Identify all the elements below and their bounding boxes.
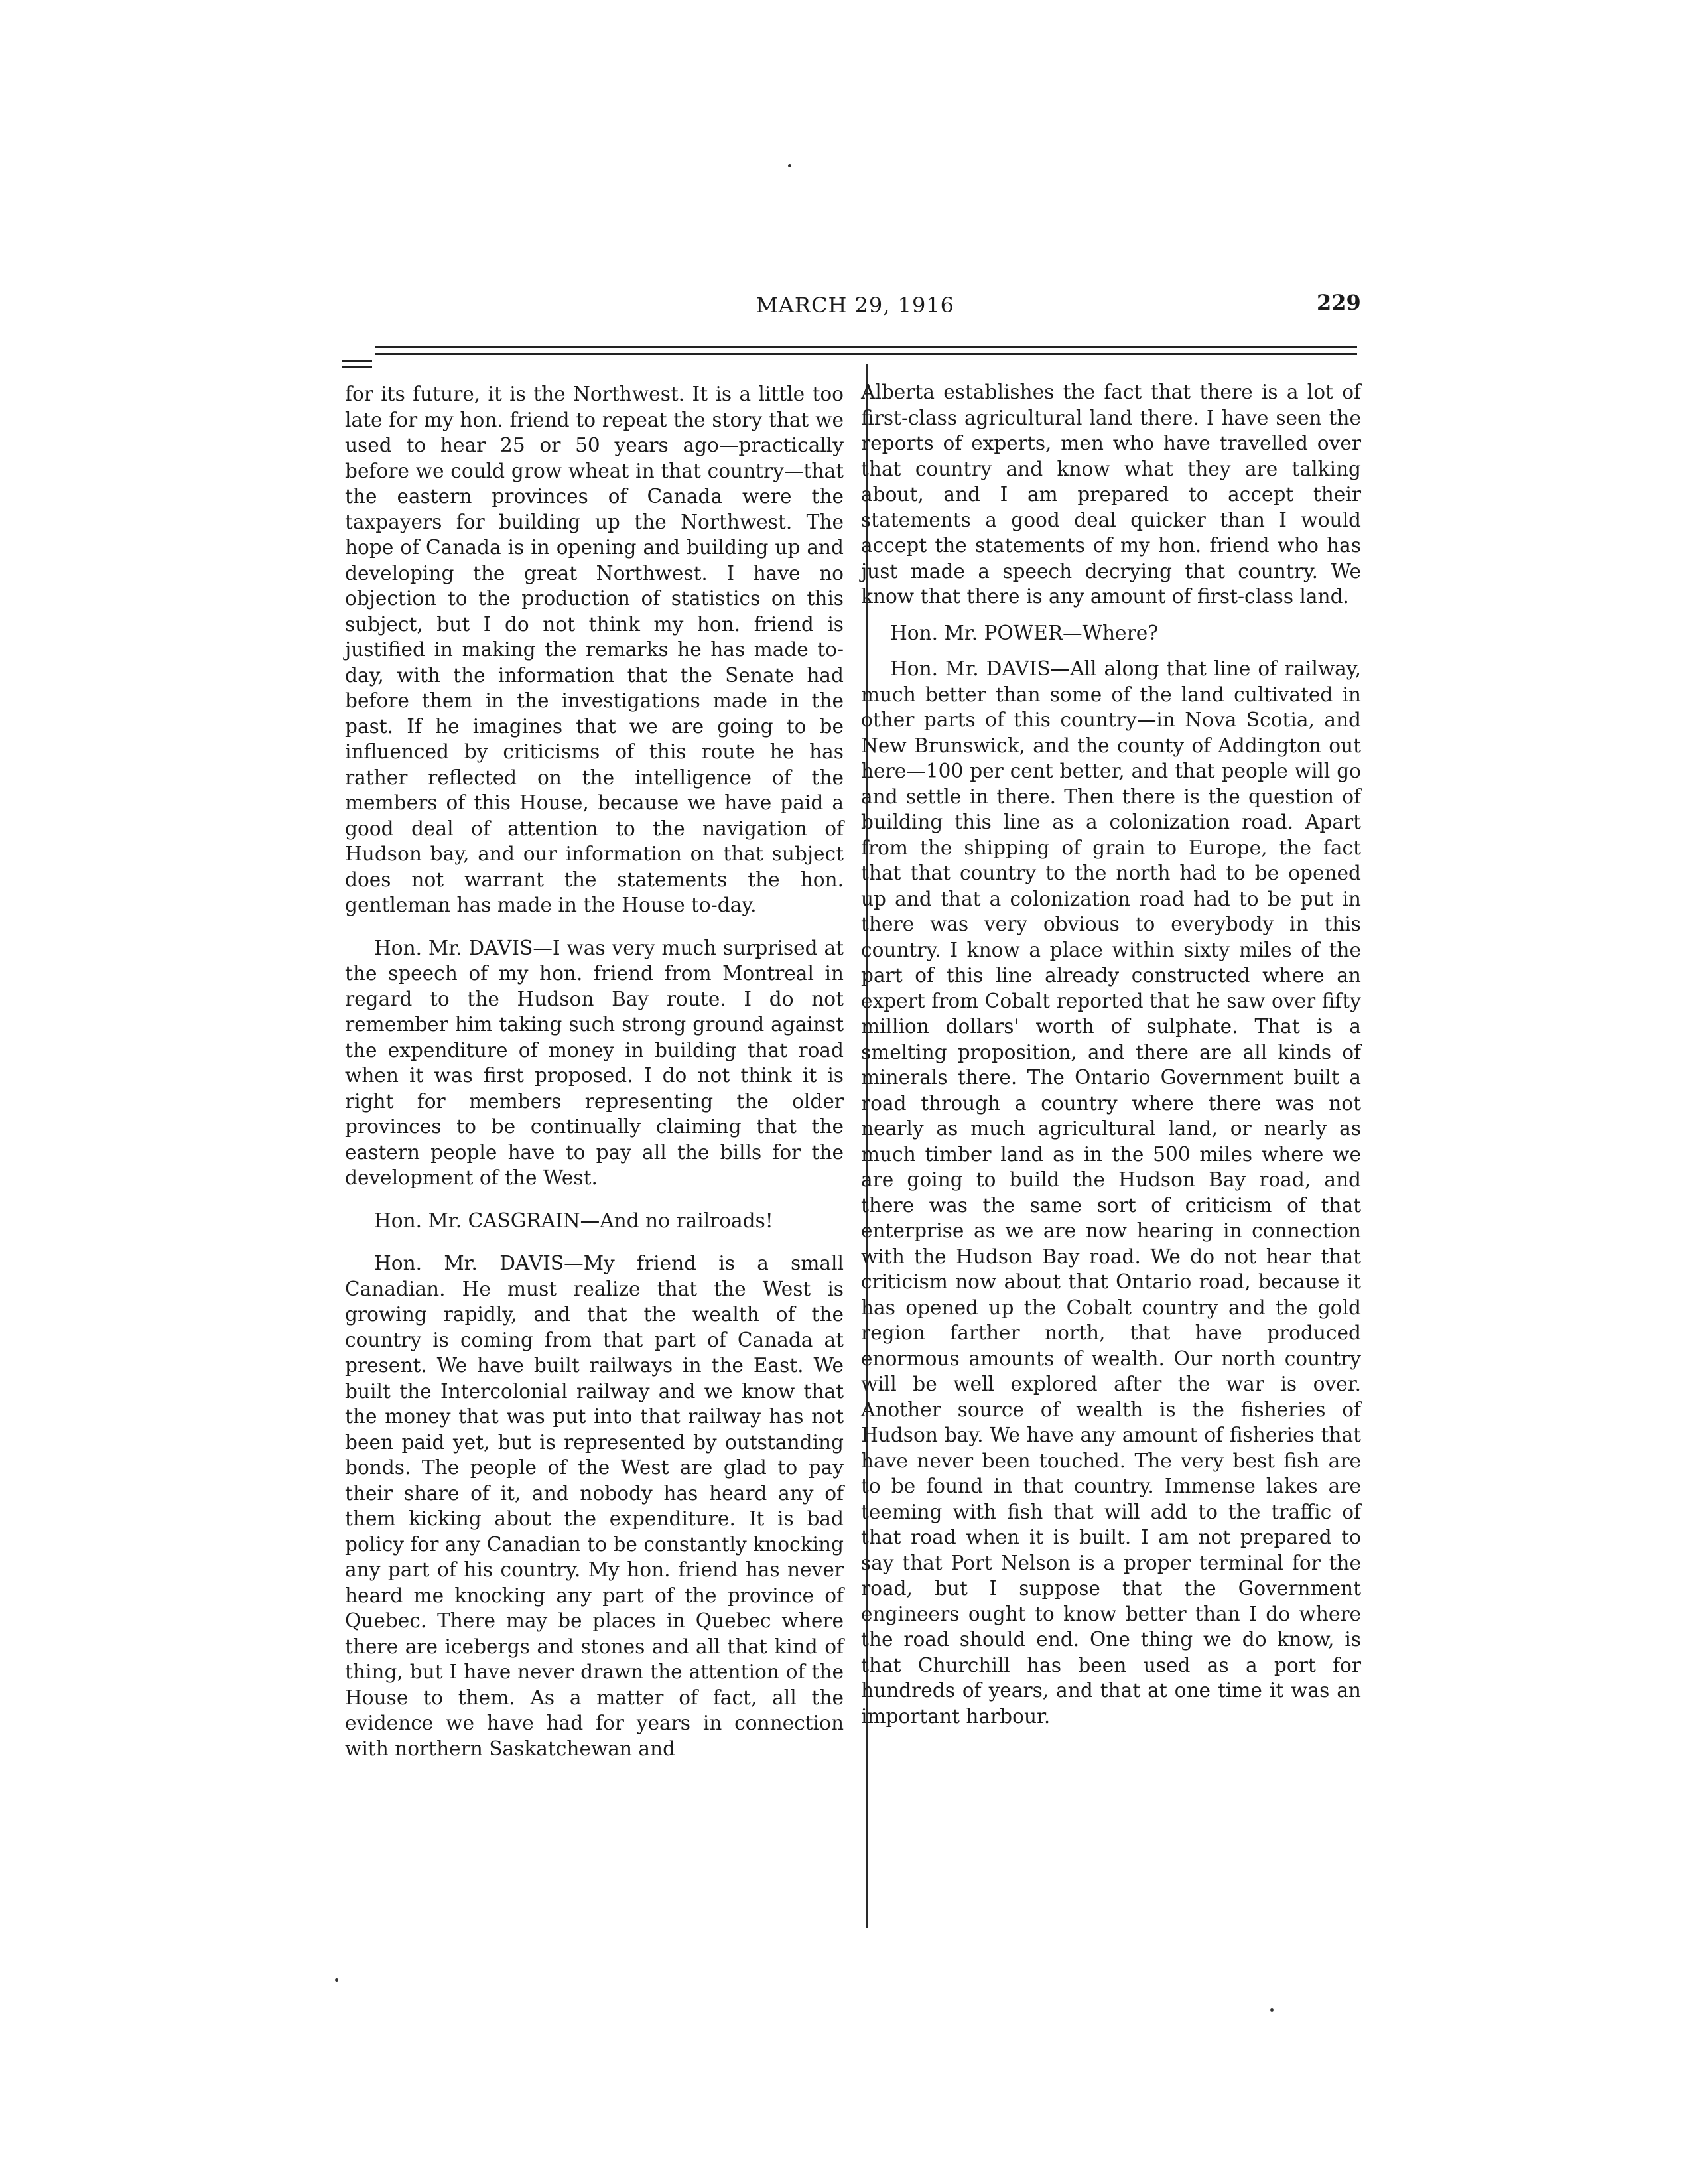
paragraph-casgrain-interjection: Hon. Mr. CASGRAIN—And no railroads! [374, 1209, 773, 1232]
scan-speck [788, 164, 791, 167]
scan-speck [1270, 2008, 1274, 2012]
paragraph-davis-reply: Hon. Mr. DAVIS—My friend is a small Canadian. He must realize that the West is growing rapidly, and that the wealth of the country is coming from that part of Canada at present. We have built railways in the East. We built the Intercolonial railway and we know that the money that was put into that railway has not been paid yet, but is represented by outstanding bonds. The people of the West are glad to pay their share of it, and nobody has heard any of them kicking about the expenditure. It is bad policy for any Canadian to be constantly knocking any part of his country. My hon. friend has never heard me knocking any part of the province of Quebec. There may be places in Quebec where there are icebergs and stones and all that kind of thing, but I have never drawn the attention of the House to them. As a matter of fact, all the evidence we have had for years in connection with northern Saskatchewan and [345, 1252, 844, 1760]
rule-tick-mark [342, 360, 372, 362]
paragraph-continued: Alberta establishes the fact that there is a lot of first-class agricultural land there. I have seen the reports of experts, men who have travelled over that country and know what they are talking about, and I am prepared to accept their statements a good deal quicker than I would accept the statements of my hon. friend who has just made a speech decrying that country. We know that there is any amount of first-class land. [861, 381, 1361, 608]
paragraph-davis-speech: Hon. Mr. DAVIS—I was very much surprised at the speech of my hon. friend from Montreal in regard to the Hudson Bay route. I do not remember him taking such strong ground against the expenditure of money in building that road when it was first proposed. I do not think it is right for members representing the older provinces to be continually claiming that the eastern people have to pay all the bills for the development of the West. [345, 936, 844, 1189]
left-column [345, 381, 844, 1761]
header-rule-top [375, 346, 1357, 348]
header-rule-bottom [375, 353, 1357, 355]
scan-speck [335, 1978, 338, 1982]
page-header-date: MARCH 29, 1916 [756, 293, 955, 318]
paragraph-continued: for its future, it is the Northwest. It is a little too late for my hon. friend to repeat the story that we used to hear 25 or 50 years ago—practically before we could grow wheat in that country—that the eastern provinces of Canada were the taxpayers for building up the Northwest. The hope of Canada is in opening and building up and developing the great Northwest. I have no objection to the production of statistics on this subject, but I do not think my hon. friend is justified in making the remarks he has made to-day, with the information that the Senate had before them in the investigations made in the past. If he imagines that we are going to be influenced by criticisms of this route he has rather reflected on the intelligence of the members of this House, because we have paid a good deal of attention to the navigation of Hudson bay, and our information on that subject does not warrant the statements the hon. gentleman has made in the House to-day. [345, 383, 844, 916]
rule-tick-mark [342, 366, 372, 368]
paragraph-davis-response: Hon. Mr. DAVIS—All along that line of railway, much better than some of the land cultivated in other parts of this country—in Nova Scotia, and New Brunswick, and the county of Addington out here—100 per cent better, and that people will go and settle in there. Then there is the question of building this line as a colonization road. Apart from the shipping of grain to Europe, the fact that that country to the north had to be opened up and that a colonization road had to be put in there was very obvious to everybody in this country. I know a place within sixty miles of the part of this line already constructed where an expert from Cobalt reported that he saw over fifty million dollars' worth of sulphate. That is a smelting proposition, and there are all kinds of minerals there. The Ontario Government built a road through a country where there was not nearly as much agricultural land, or nearly as much timber land as in the 500 miles where we are going to build the Hudson Bay road, and there was the same sort of criticism of that enterprise as we are now hearing in connection with the Hudson Bay road. We do not hear that criticism now about that Ontario road, because it has opened up the Cobalt country and the gold region farther north, that have produced enormous amounts of wealth. Our north country will be well explored after the war is over. Another source of wealth is the fisheries of Hudson bay. We have any amount of fisheries that have never been touched. The very best fish are to be found in that country. Immense lakes are teeming with fish that will add to the traffic of that road when it is built. I am not prepared to say that Port Nelson is a proper terminal for the road, but I suppose that the Government engineers ought to know better than I do where the road should end. One thing we do know, is that Churchill has been used as a port for hundreds of years, and that at one time it was an important harbour. [861, 657, 1361, 1728]
page-number: 229 [1317, 290, 1361, 315]
right-column [861, 379, 1361, 1729]
paragraph-power-interjection: Hon. Mr. POWER—Where? [890, 621, 1159, 644]
